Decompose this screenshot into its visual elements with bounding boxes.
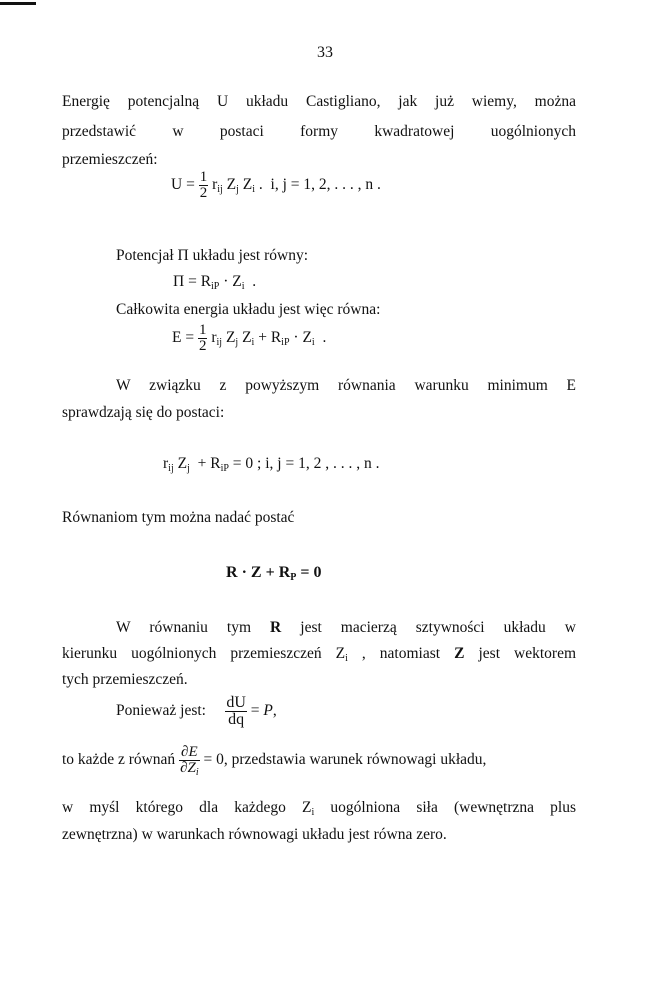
- eq-E-R: $R_{iP}$: [270, 329, 290, 349]
- eq-U-frac-num: 1: [199, 169, 208, 185]
- eq-Pi-end: .: [252, 273, 257, 290]
- para6-bold-R: R: [270, 619, 282, 636]
- eq-U-zi: $Z_i$: [242, 176, 256, 196]
- eq-U-fraction: [199, 170, 209, 201]
- eq-dU-label: Ponieważ jest:: [116, 702, 206, 720]
- eq-E-frac-den: 2: [198, 338, 207, 354]
- eq-E-r: $r_{ij}$: [211, 329, 223, 349]
- eq-dE-before: to każde z równań: [62, 751, 176, 769]
- page-number: 33: [317, 44, 333, 61]
- eq-matrix-dot: ·: [241, 564, 247, 581]
- eq-U-lhs: U =: [171, 176, 195, 194]
- eq-U-indices: i, j = 1, 2, . . . , n .: [270, 176, 381, 194]
- eq-E-zj: $Z_j$: [225, 329, 239, 349]
- para4-line1: W związku z powyższym równania warunku minimum E: [116, 377, 576, 394]
- equation-matrix: [226, 564, 322, 582]
- equation-Pi: [173, 273, 256, 291]
- eq-matrix-Rp: $R_P$: [278, 564, 297, 583]
- para6-bold-Z: Z: [454, 645, 465, 662]
- eq-dE-after: = 0, przedstawia warunek równowagi układu,: [203, 751, 487, 769]
- eq-E-lhs: E =: [172, 329, 195, 347]
- eq-E-fraction: [198, 323, 208, 354]
- para6-line1: W równaniu tym R jest macierzą sztywności układu w: [116, 619, 577, 636]
- para7-line1: w myśl którego dla każdego $Z_i$ uogólniona siła (wewnętrzna plus: [62, 799, 577, 818]
- eq-dE-num: ∂E: [181, 744, 198, 760]
- eq-dE-den: $\partial Z_i$: [180, 760, 199, 778]
- eq-min-R: $R_{iP}$: [210, 455, 229, 474]
- para7-line2: zewnętrzna) w warunkach równowagi układu jest równa zero.: [62, 826, 447, 843]
- eq-U-r: $r_{ij}$: [212, 176, 223, 196]
- eq-U-zj: $Z_j$: [226, 176, 239, 196]
- eq-dU-num: dU: [226, 694, 246, 711]
- para1-line3: przemieszczeń:: [62, 151, 158, 168]
- eq-min-z: $Z_j$: [177, 455, 190, 474]
- eq-E-z2: $Z_i$: [302, 329, 315, 349]
- para5: Równaniom tym można nadać postać: [62, 509, 295, 526]
- eq-U-frac-den: 2: [199, 185, 208, 201]
- eq-E-dot: ·: [293, 329, 299, 347]
- para6-line3: tych przemieszczeń.: [62, 671, 188, 688]
- eq-matrix-rest: = 0: [300, 564, 322, 581]
- eq-E-zi: $Z_i$: [242, 329, 255, 349]
- equation-dU-dq: [116, 695, 277, 728]
- eq-Pi-dot: ·: [223, 273, 229, 290]
- eq-dU-fraction: [225, 695, 247, 728]
- eq-dU-rest: =: [250, 702, 260, 720]
- para1-line1: Energię potencjalną U układu Castigliano, jak już wiemy, można: [62, 93, 576, 110]
- para1-line2: przedstawić w postaci formy kwadratowej uogólnionych: [62, 123, 576, 140]
- eq-dU-P: P: [263, 702, 273, 720]
- eq-Pi-Z: $Z_i$: [232, 273, 245, 292]
- eq-dE-fraction: [179, 745, 200, 776]
- para4-line2: sprawdzają się do postaci:: [62, 404, 225, 421]
- eq-matrix-Z: Z: [250, 564, 262, 581]
- eq-Pi-lhs: Π =: [173, 273, 197, 290]
- equation-minimum: [163, 455, 379, 473]
- eq-matrix-R: R: [226, 564, 238, 581]
- eq-E-plus: +: [258, 329, 267, 347]
- eq-min-r: $r_{ij}$: [163, 455, 174, 474]
- eq-matrix-plus: +: [265, 564, 275, 581]
- para3: Całkowita energia układu jest więc równa:: [116, 301, 381, 318]
- eq-E-end: .: [322, 329, 327, 347]
- equation-U: [171, 170, 381, 201]
- equation-dE-dZ: [62, 745, 486, 776]
- corner-rule: [0, 2, 36, 5]
- eq-min-rest: = 0 ; i, j = 1, 2 , . . . , n .: [232, 455, 380, 472]
- eq-E-frac-num: 1: [198, 322, 207, 338]
- eq-dU-end: ,: [272, 702, 277, 720]
- eq-dU-den: dq: [225, 711, 247, 728]
- eq-min-plus: +: [197, 455, 207, 472]
- eq-U-sep: .: [258, 176, 263, 194]
- para2: Potencjał Π układu jest równy:: [116, 247, 308, 264]
- equation-E: [172, 323, 326, 354]
- para6-line2: kierunku uogólnionych przemieszczeń $Z_i$ , natomiast Z jest wektorem: [62, 645, 577, 664]
- eq-Pi-R: $R_{iP}$: [200, 273, 220, 292]
